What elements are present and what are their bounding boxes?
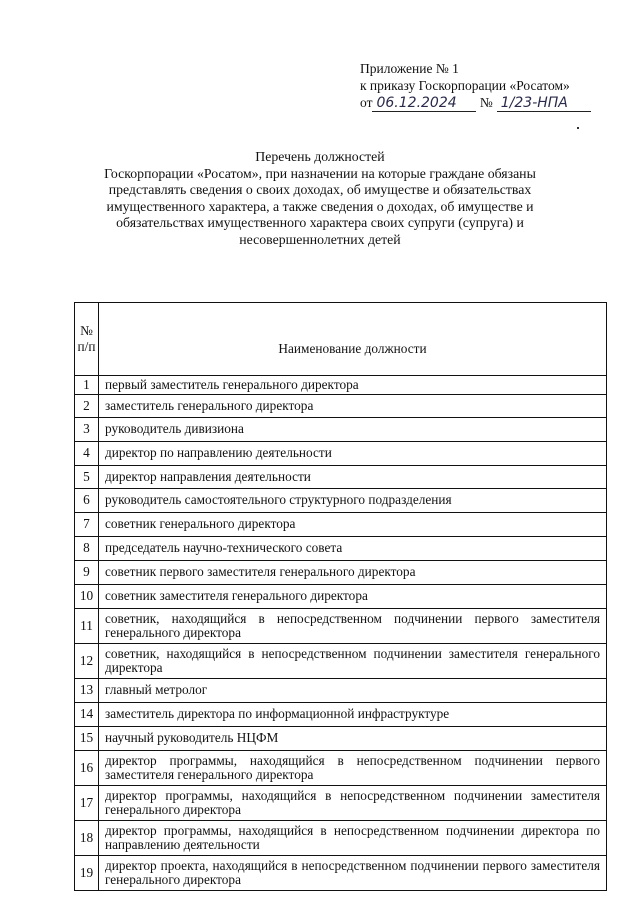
- title-text: Госкорпорации «Росатом», при назначении на которые граждане обязаны представлять сведения о своих доходах, об имуществе и обязательствах имущественного характера, а также сведения о доходах, об имуществе и обязательствах имущественного характера своих супруги (супруга) и несовершеннолетних детей: [104, 165, 536, 247]
- table-row: [75, 727, 607, 751]
- appendix-block: [360, 60, 591, 112]
- row-position: первый заместитель генерального директора: [99, 376, 607, 395]
- table-row: [75, 489, 607, 513]
- row-number: 18: [75, 821, 99, 856]
- table-row: [75, 703, 607, 727]
- row-position: директор проекта, находящийся в непосредственном подчинении первого заместителя генерального директора: [99, 856, 607, 891]
- table-row: [75, 537, 607, 561]
- table-row: [75, 442, 607, 466]
- row-position: руководитель самостоятельного структурного подразделения: [99, 489, 607, 513]
- row-position: советник, находящийся в непосредственном подчинении первого заместителя генерального директора: [99, 609, 607, 644]
- row-number: 2: [75, 395, 99, 418]
- row-position: заместитель директора по информационной инфраструктуре: [99, 703, 607, 727]
- row-number: 13: [75, 679, 99, 703]
- appendix-order: к приказу Госкорпорации «Росатом»: [360, 78, 570, 93]
- row-position: руководитель дивизиона: [99, 418, 607, 442]
- table-row: [75, 466, 607, 489]
- row-number: 8: [75, 537, 99, 561]
- positions-table: [74, 302, 607, 891]
- row-number: 19: [75, 856, 99, 891]
- row-position: директор программы, находящийся в непосредственном подчинении директора по направлению деятельности: [99, 821, 607, 856]
- row-number: 16: [75, 751, 99, 786]
- row-position: директор по направлению деятельности: [99, 442, 607, 466]
- row-number: 14: [75, 703, 99, 727]
- date-prefix: от: [360, 95, 373, 110]
- row-number: 17: [75, 786, 99, 821]
- stray-mark: [577, 127, 579, 129]
- row-position: советник первого заместителя генерального директора: [99, 561, 607, 585]
- row-number: 1: [75, 376, 99, 395]
- row-number: 4: [75, 442, 99, 466]
- table-row: [75, 418, 607, 442]
- row-number: 12: [75, 644, 99, 679]
- header-position: Наименование должности: [99, 303, 607, 376]
- table-row: [75, 513, 607, 537]
- appendix-date-number: [360, 94, 591, 112]
- title-heading: Перечень должностей: [255, 149, 385, 164]
- appendix-title: Приложение № 1: [360, 61, 459, 76]
- table-row: [75, 376, 607, 395]
- row-number: 10: [75, 585, 99, 609]
- row-number: 15: [75, 727, 99, 751]
- row-position: директор программы, находящийся в непосредственном подчинении заместителя генерального директора: [99, 786, 607, 821]
- row-position: директор программы, находящийся в непосредственном подчинении первого заместителя генерального директора: [99, 751, 607, 786]
- table-row: [75, 585, 607, 609]
- row-number: 3: [75, 418, 99, 442]
- handwritten-date: 06.12.2024: [372, 96, 476, 112]
- table-row: [75, 609, 607, 644]
- table-header: [75, 303, 607, 376]
- header-number: № п/п: [75, 303, 99, 376]
- row-position: директор направления деятельности: [99, 466, 607, 489]
- row-position: заместитель генерального директора: [99, 395, 607, 418]
- row-position: советник, находящийся в непосредственном подчинении заместителя генерального директора: [99, 644, 607, 679]
- row-position: советник заместителя генерального директора: [99, 585, 607, 609]
- row-number: 9: [75, 561, 99, 585]
- table-row: [75, 644, 607, 679]
- document-title: [95, 149, 545, 249]
- row-number: 7: [75, 513, 99, 537]
- row-position: председатель научно-технического совета: [99, 537, 607, 561]
- table-row: [75, 856, 607, 891]
- row-position: научный руководитель НЦФМ: [99, 727, 607, 751]
- table-row: [75, 395, 607, 418]
- table-row: [75, 751, 607, 786]
- row-number: 11: [75, 609, 99, 644]
- number-prefix: №: [479, 95, 493, 110]
- row-position: советник генерального директора: [99, 513, 607, 537]
- row-position: главный метролог: [99, 679, 607, 703]
- row-number: 6: [75, 489, 99, 513]
- table-row: [75, 786, 607, 821]
- table-row: [75, 821, 607, 856]
- table-row: [75, 561, 607, 585]
- table-row: [75, 679, 607, 703]
- handwritten-number: 1/23-НПА: [497, 96, 591, 112]
- row-number: 5: [75, 466, 99, 489]
